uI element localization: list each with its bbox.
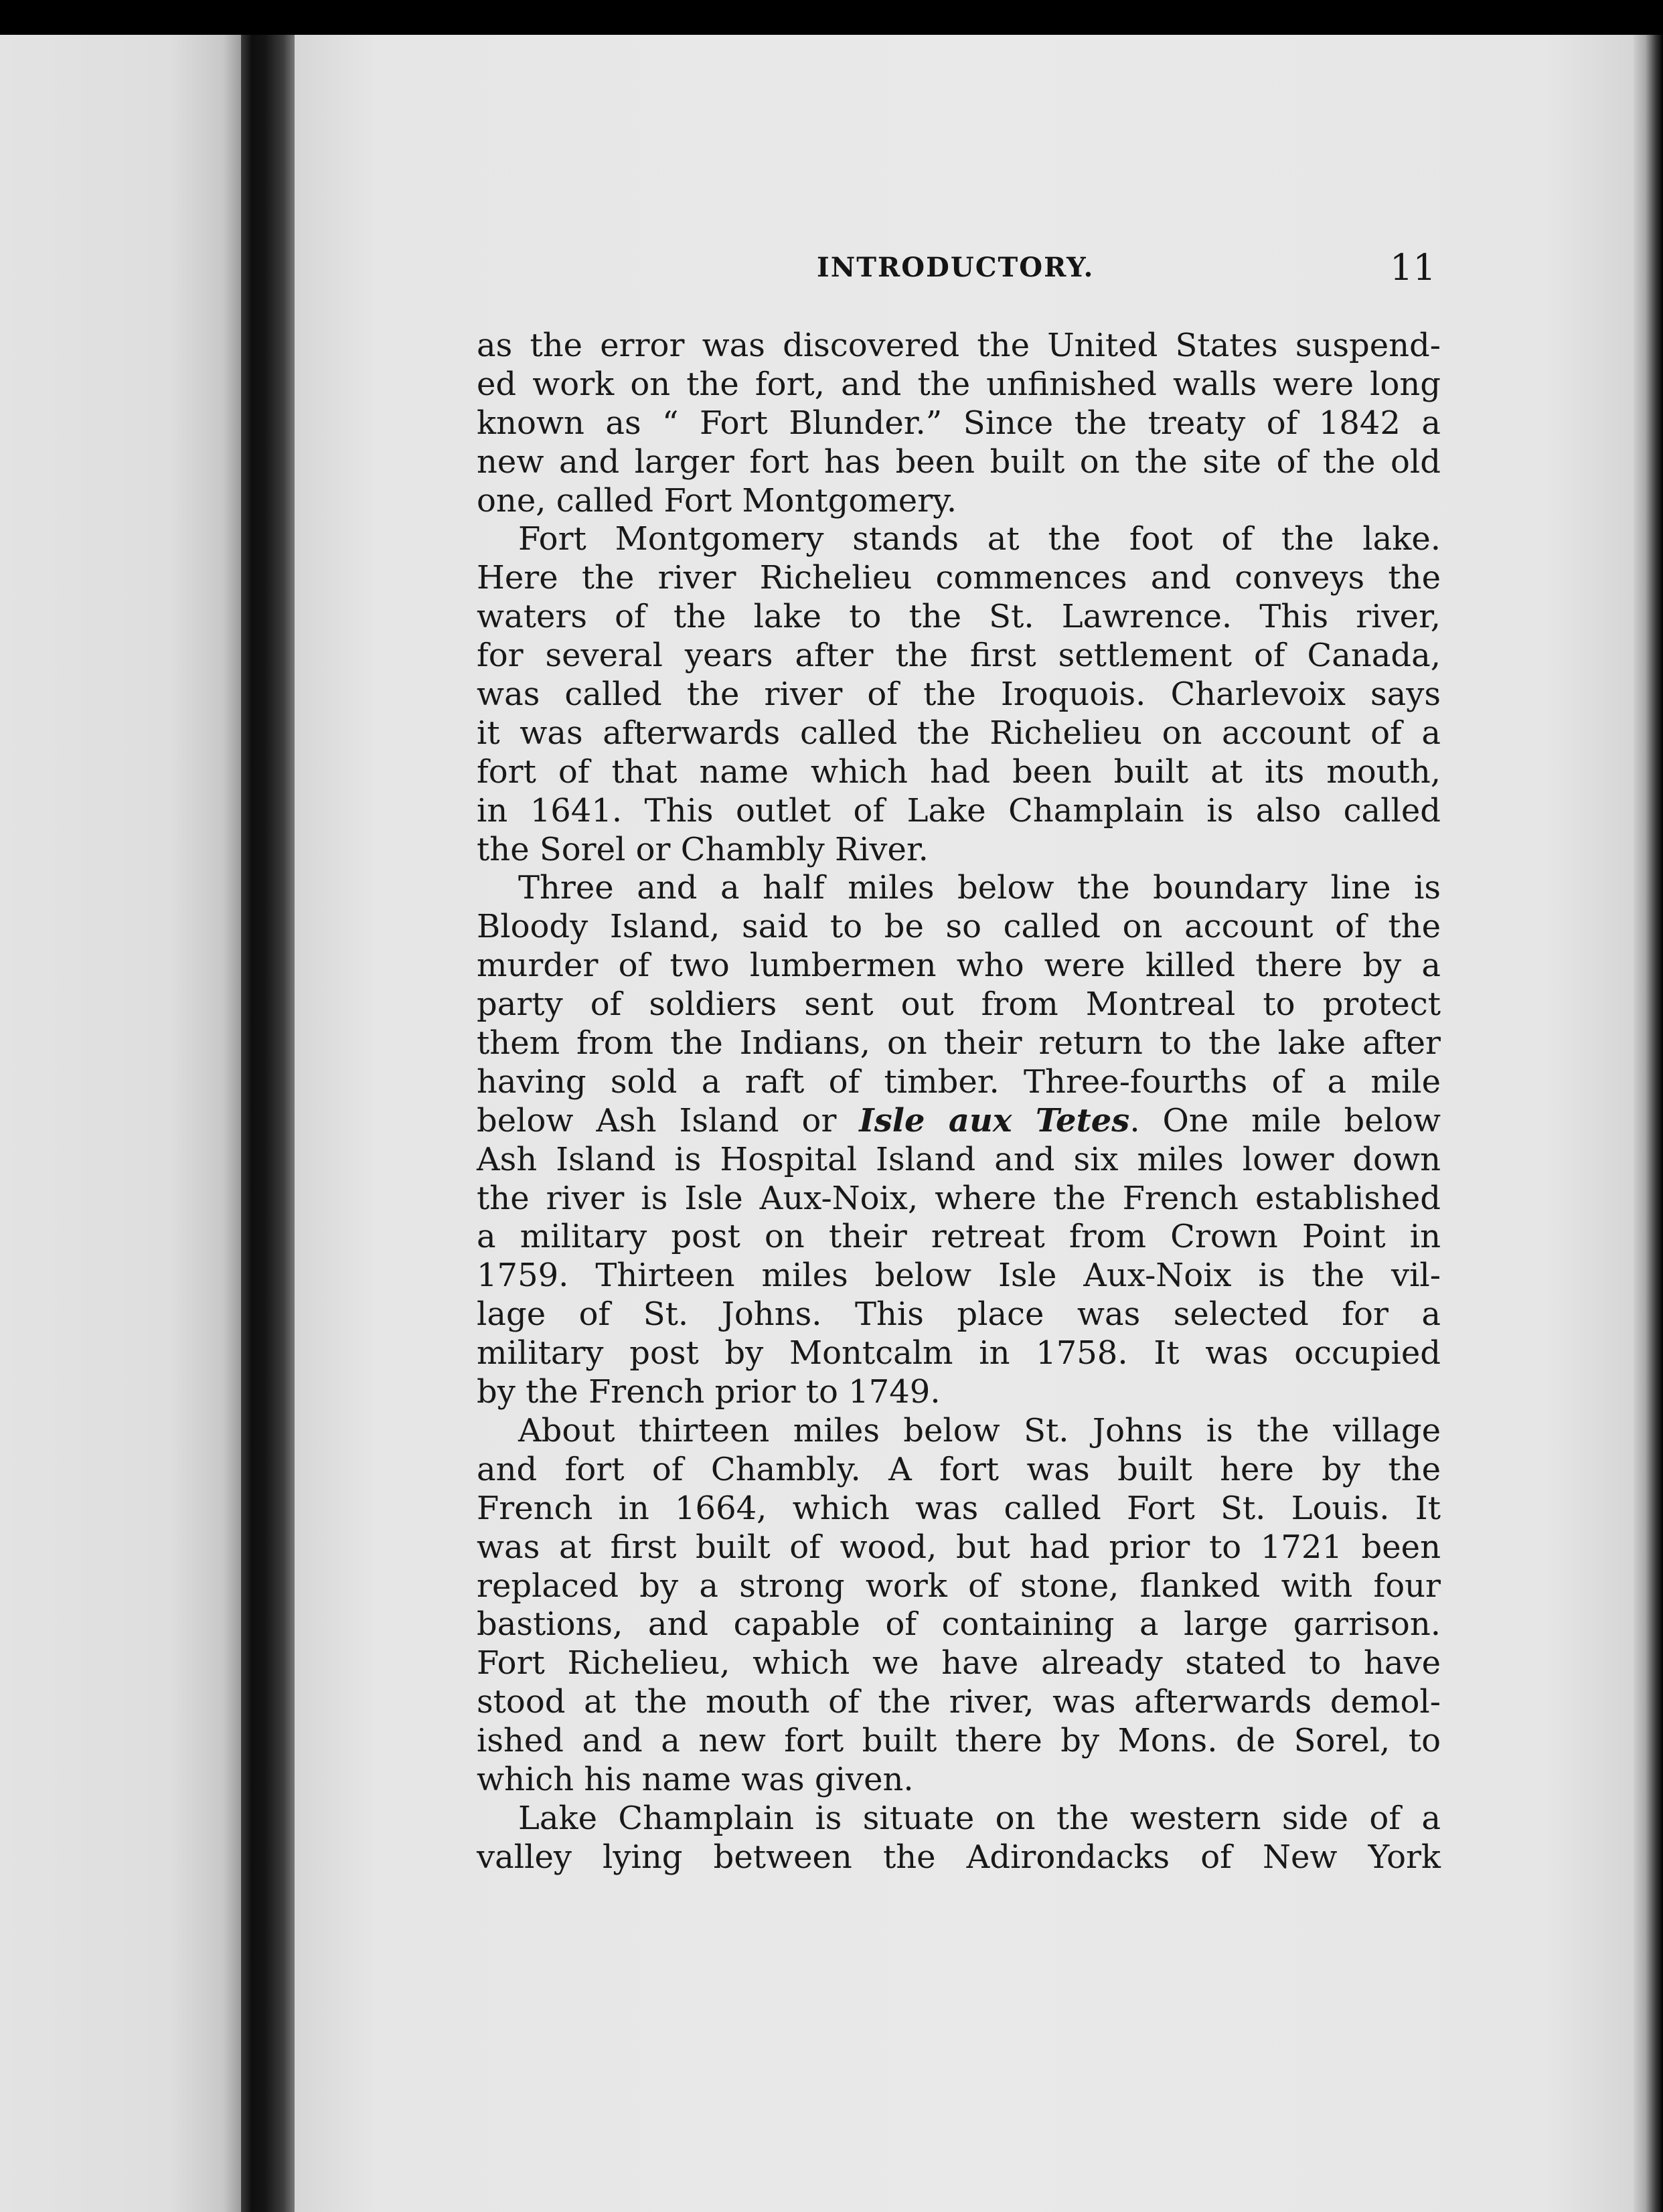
text-line: Fort Richelieu, which we have already stated to have <box>477 1644 1441 1682</box>
text-line: by the French prior to 1749. <box>477 1373 941 1411</box>
text-line: Ash Island is Hospital Island and six miles lower down <box>477 1140 1441 1178</box>
italic-place-name: Isle aux Tetes <box>859 1101 1130 1139</box>
text-line: replaced by a strong work of stone, flanked with four <box>477 1567 1441 1605</box>
text-run: . One mile below <box>1129 1101 1441 1139</box>
text-line: for several years after the first settlement of Canada, <box>477 637 1441 675</box>
text-line: in 1641. This outlet of Lake Champlain is also called <box>477 791 1441 830</box>
text-line: was at first built of wood, but had prior to 1721 been <box>477 1528 1441 1566</box>
text-line: Three and a half miles below the boundary line is <box>518 869 1441 907</box>
text-line: new and larger fort has been built on the site of the old <box>477 443 1441 481</box>
book-gutter-shadow <box>241 35 301 2212</box>
text-line: them from the Indians, on their return to the lake after <box>477 1024 1441 1062</box>
text-line: waters of the lake to the St. Lawrence. This river, <box>477 598 1441 636</box>
text-line: French in 1664, which was called Fort St. Louis. It <box>477 1489 1441 1527</box>
text-line: the Sorel or Chambly River. <box>477 830 929 868</box>
text-line <box>477 1102 1441 1141</box>
scan-top-border <box>0 0 1663 37</box>
text-run: below Ash Island or <box>477 1101 860 1139</box>
text-line: ed work on the fort, and the unfinished walls were long <box>477 365 1441 403</box>
text-line: known as “ Fort Blunder.” Since the treaty of 1842 a <box>477 404 1441 442</box>
text-line: having sold a raft of timber. Three-fourths of a mile <box>477 1062 1441 1101</box>
page-edge-shadow <box>1634 35 1663 2212</box>
text-line: fort of that name which had been built at its mouth, <box>477 753 1441 791</box>
running-head: INTRODUCTORY. <box>817 252 1095 283</box>
text-line: which his name was given. <box>477 1760 914 1798</box>
text-line: Fort Montgomery stands at the foot of the lake. <box>518 520 1441 558</box>
text-line: About thirteen miles below St. Johns is the village <box>518 1411 1441 1449</box>
text-line: the river is Isle Aux-Noix, where the French established <box>477 1179 1441 1217</box>
text-line: Here the river Richelieu commences and conveys the <box>477 559 1441 597</box>
text-line: as the error was discovered the United States suspend- <box>477 327 1441 364</box>
text-line: military post by Montcalm in 1758. It was occupied <box>477 1334 1441 1372</box>
text-line: and fort of Chambly. A fort was built here by the <box>477 1450 1441 1488</box>
text-line: Bloody Island, said to be so called on account of the <box>477 908 1441 946</box>
text-line: was called the river of the Iroquois. Charlevoix says <box>477 676 1441 714</box>
text-line: stood at the mouth of the river, was afterwards demol- <box>477 1683 1441 1721</box>
text-line: party of soldiers sent out from Montreal to protect <box>477 985 1441 1024</box>
text-line: murder of two lumbermen who were killed there by a <box>477 947 1441 985</box>
text-line: one, called Fort Montgomery. <box>477 481 957 520</box>
body-text <box>477 327 1441 1877</box>
left-blank-page <box>0 35 242 2212</box>
text-line: 1759. Thirteen miles below Isle Aux-Noix is the vil- <box>477 1257 1441 1295</box>
text-line: lage of St. Johns. This place was selected for a <box>477 1295 1441 1334</box>
text-line: it was afterwards called the Richelieu on account of a <box>477 714 1441 752</box>
text-line: ished and a new fort built there by Mons. de Sorel, to <box>477 1722 1441 1760</box>
page-number: 11 <box>1390 246 1436 289</box>
text-line: valley lying between the Adirondacks of New York <box>477 1838 1441 1876</box>
text-line: Lake Champlain is situate on the western side of a <box>518 1799 1441 1837</box>
text-line: a military post on their retreat from Crown Point in <box>477 1218 1441 1256</box>
text-line: bastions, and capable of containing a large garrison. <box>477 1605 1441 1644</box>
